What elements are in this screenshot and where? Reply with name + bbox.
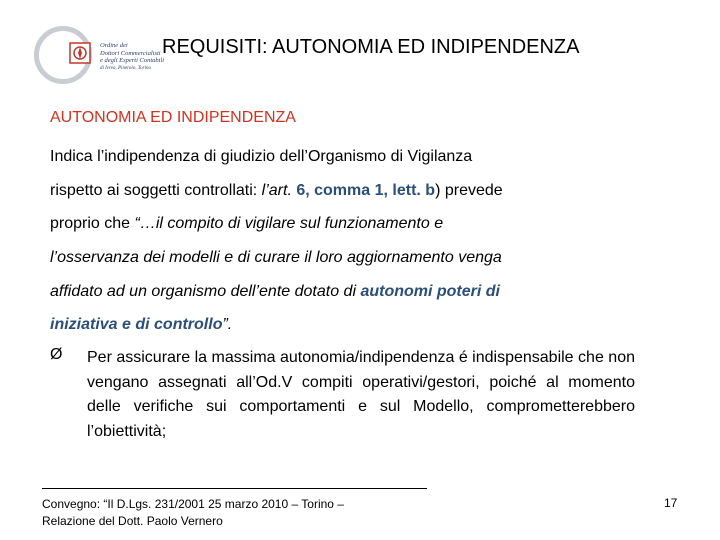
footer	[42, 496, 344, 530]
section-heading: AUTONOMIA ED INDIPENDENZA	[50, 109, 296, 126]
quote-span: ”.	[222, 316, 233, 333]
logo-text	[100, 42, 165, 72]
paragraph-line	[50, 148, 650, 166]
quote-span: l’osservanza dei modelli e di curare il loro aggiornamento venga	[50, 249, 502, 266]
quote-span: “…il compito di vigilare sul funzionamento e	[134, 215, 444, 232]
logo-emblem-icon	[69, 42, 91, 64]
footer-line: Convegno: “Il D.Lgs. 231/2001 25 marzo 2010 – Torino –	[42, 497, 344, 511]
law-reference: 6, comma 1, lett. b	[296, 182, 436, 199]
paragraph-line	[50, 283, 650, 301]
slide-title: REQUISITI: AUTONOMIA ED INDIPENDENZA	[162, 36, 580, 58]
logo	[30, 18, 165, 98]
paragraph-line	[50, 249, 650, 267]
paragraph-line	[50, 215, 650, 233]
quote-span: affidato ad un organismo dell’ente dotato di	[50, 283, 361, 300]
text-span: proprio che	[50, 215, 135, 232]
paragraph-line	[50, 316, 650, 334]
logo-line: e degli Esperti Contabili	[100, 57, 165, 64]
logo-line: di Ivrea, Pinerolo, Torino	[100, 65, 151, 71]
bullet-arrow-icon: Ø	[50, 346, 63, 363]
logo-line: Dottori Commercialisti	[100, 49, 161, 57]
footer-line: Relazione del Dott. Paolo Vernero	[42, 514, 223, 528]
emphasis-span: autonomi poteri di	[360, 283, 500, 300]
logo-line: Ordine dei	[100, 42, 128, 49]
footer-divider	[42, 488, 427, 489]
text-span: Indica l’indipendenza di giudizio dell’Organismo di Vigilanza	[50, 148, 473, 165]
paragraph-line	[50, 182, 650, 200]
text-span: ) prevede	[435, 182, 503, 199]
text-span: rispetto ai soggetti controllati:	[50, 182, 262, 199]
bullet-text: Per assicurare la massima autonomia/indipendenza é indispensabile che non vengano assegnati all’Od.V compiti operativi/gestori, poiché al momento delle verifiche sui comportamenti e sul Modello, comprometterebbero l’obiettività;	[87, 349, 635, 440]
page-number: 17	[664, 496, 678, 510]
emphasis-span: iniziativa e di controllo	[50, 316, 223, 333]
text-span: l’art.	[261, 182, 297, 199]
